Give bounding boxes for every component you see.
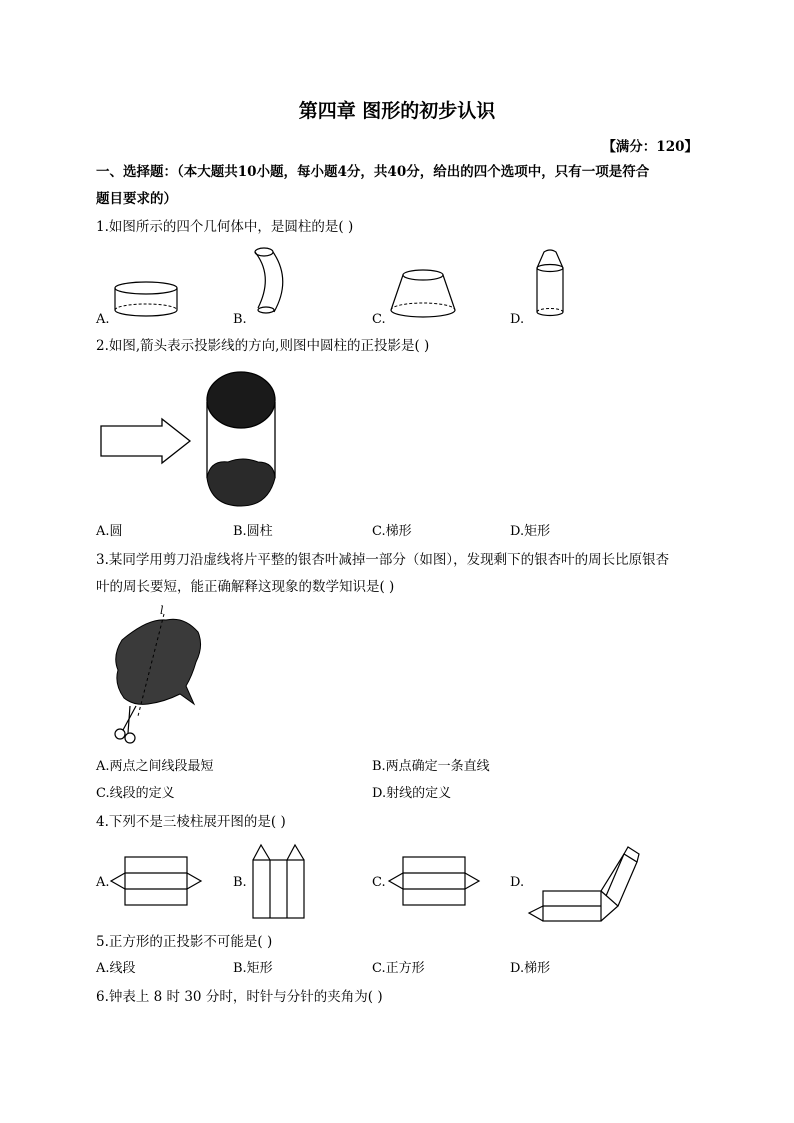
q2-option-b: B.圆柱 [233, 524, 273, 539]
q4-option-b: B. [233, 875, 247, 890]
q4-figure-net-d [526, 844, 642, 924]
q4-option-d: D. [510, 875, 525, 890]
q5-option-a: A.线段 [96, 961, 136, 976]
q2-stem: 2.如图,箭头表示投影线的方向,则图中圆柱的正投影是( ) [96, 338, 430, 354]
q1-option-d: D. [510, 312, 525, 327]
q5-stem: 5.正方形的正投影不可能是( ) [96, 934, 273, 950]
q2-option-c: C.梯形 [372, 524, 412, 539]
q3-option-b: B.两点确定一条直线 [372, 759, 490, 774]
q2-option-a: A.圆 [96, 524, 123, 539]
q1-option-a: A. [96, 312, 110, 327]
q1-figure-pencil-solid [532, 248, 572, 322]
q2-option-d: D.矩形 [510, 524, 551, 539]
q1-stem: 1.如图所示的四个几何体中，是圆柱的是( ) [96, 219, 354, 235]
q5-option-d: D.梯形 [510, 961, 551, 976]
q3-stem-line1: 3.某同学用剪刀沿虚线将片平整的银杏叶减掉一部分（如图），发现剩下的银杏叶的周长比原银杏 [96, 552, 670, 568]
q4-option-c: C. [372, 875, 386, 890]
q1-figure-curved-tube [252, 246, 297, 318]
q3-stem-line2: 叶的周长要短，能正确解释这现象的数学知识是( ) [96, 579, 395, 595]
q1-option-b: B. [233, 312, 247, 327]
q2-figure-arrow-cylinder [98, 366, 283, 514]
q5-option-b: B.矩形 [233, 961, 273, 976]
q4-figure-net-b [250, 842, 310, 922]
q6-stem: 6.钟表上 8 时 30 分时，时针与分针的夹角为( ) [96, 989, 383, 1005]
q5-option-c: C.正方形 [372, 961, 425, 976]
q4-option-a: A. [96, 875, 110, 890]
q3-option-a: A.两点之间线段最短 [96, 759, 214, 774]
q3-option-c: C.线段的定义 [96, 786, 175, 801]
q3-figure-ginkgo-leaf [108, 606, 208, 748]
section-heading-line1: 一、选择题：（本大题共10小题，每小题4分，共40分，给出的四个选项中，只有一项是符合 [96, 164, 650, 180]
q4-figure-net-c [386, 854, 482, 910]
section-heading-line2: 题目要求的） [96, 191, 177, 207]
q4-stem: 4.下列不是三棱柱展开图的是( ) [96, 814, 286, 830]
q3-option-d: D.射线的定义 [372, 786, 452, 801]
q3-figure-label: l [160, 604, 164, 617]
page-title: 第四章 图形的初步认识 [298, 100, 496, 122]
full-score: 【满分：120】 [602, 139, 698, 155]
q1-option-c: C. [372, 312, 386, 327]
q1-figure-cylinder [112, 280, 187, 322]
q1-figure-frustum [388, 268, 458, 322]
q4-figure-net-a [108, 854, 204, 910]
